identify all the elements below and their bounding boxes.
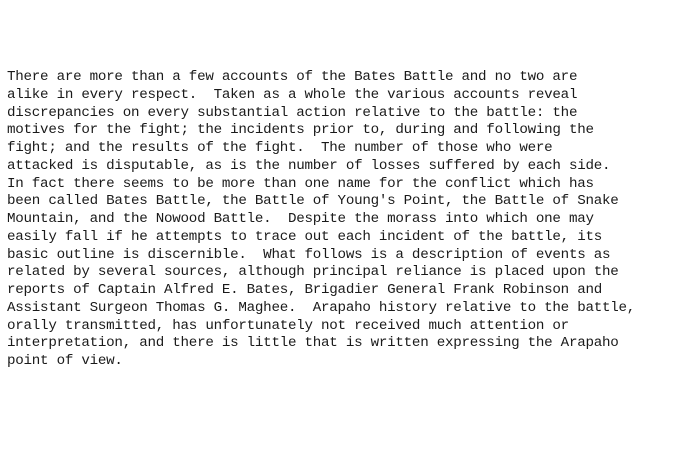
paragraph-line-14: Assistant Surgeon Thomas G. Maghee. Arapaho history relative to the battle, (7, 299, 636, 316)
paragraph-line-15: orally transmitted, has unfortunately not received much attention or (7, 317, 569, 334)
paragraph-line-10: easily fall if he attempts to trace out each incident of the battle, its (7, 228, 602, 245)
paragraph-line-5: fight; and the results of the fight. The number of those who were (7, 140, 553, 156)
paragraph-line-6: attacked is disputable, as is the number of losses suffered by each side. (7, 157, 611, 174)
paragraph-line-2: alike in every respect. Taken as a whole the various accounts reveal (7, 86, 578, 103)
paragraph-line-9: Mountain, and the Nowood Battle. Despite the morass into which one may (7, 211, 594, 227)
paragraph-line-3: discrepancies on every substantial action relative to the battle: the (7, 104, 578, 121)
paragraph-line-12: related by several sources, although principal reliance is placed upon the (7, 264, 619, 281)
paragraph-line-17: point of view. (7, 353, 123, 369)
paragraph-line-13: reports of Captain Alfred E. Bates, Brigadier General Frank Robinson and (7, 282, 602, 298)
paragraph-line-8: been called Bates Battle, the Battle of Young's Point, the Battle of Snake (7, 193, 619, 210)
paragraph-line-1: There are more than a few accounts of the Bates Battle and no two are (7, 69, 578, 85)
paragraph-line-16: interpretation, and there is little that is written expressing the Arapaho (7, 335, 619, 352)
paragraph-line-7: In fact there seems to be more than one name for the conflict which has (7, 175, 594, 192)
paragraph-line-4: motives for the fight; the incidents prior to, during and following the (7, 122, 594, 139)
paragraph-line-11: basic outline is discernible. What follows is a description of events as (7, 246, 611, 263)
body-paragraph (7, 69, 697, 371)
